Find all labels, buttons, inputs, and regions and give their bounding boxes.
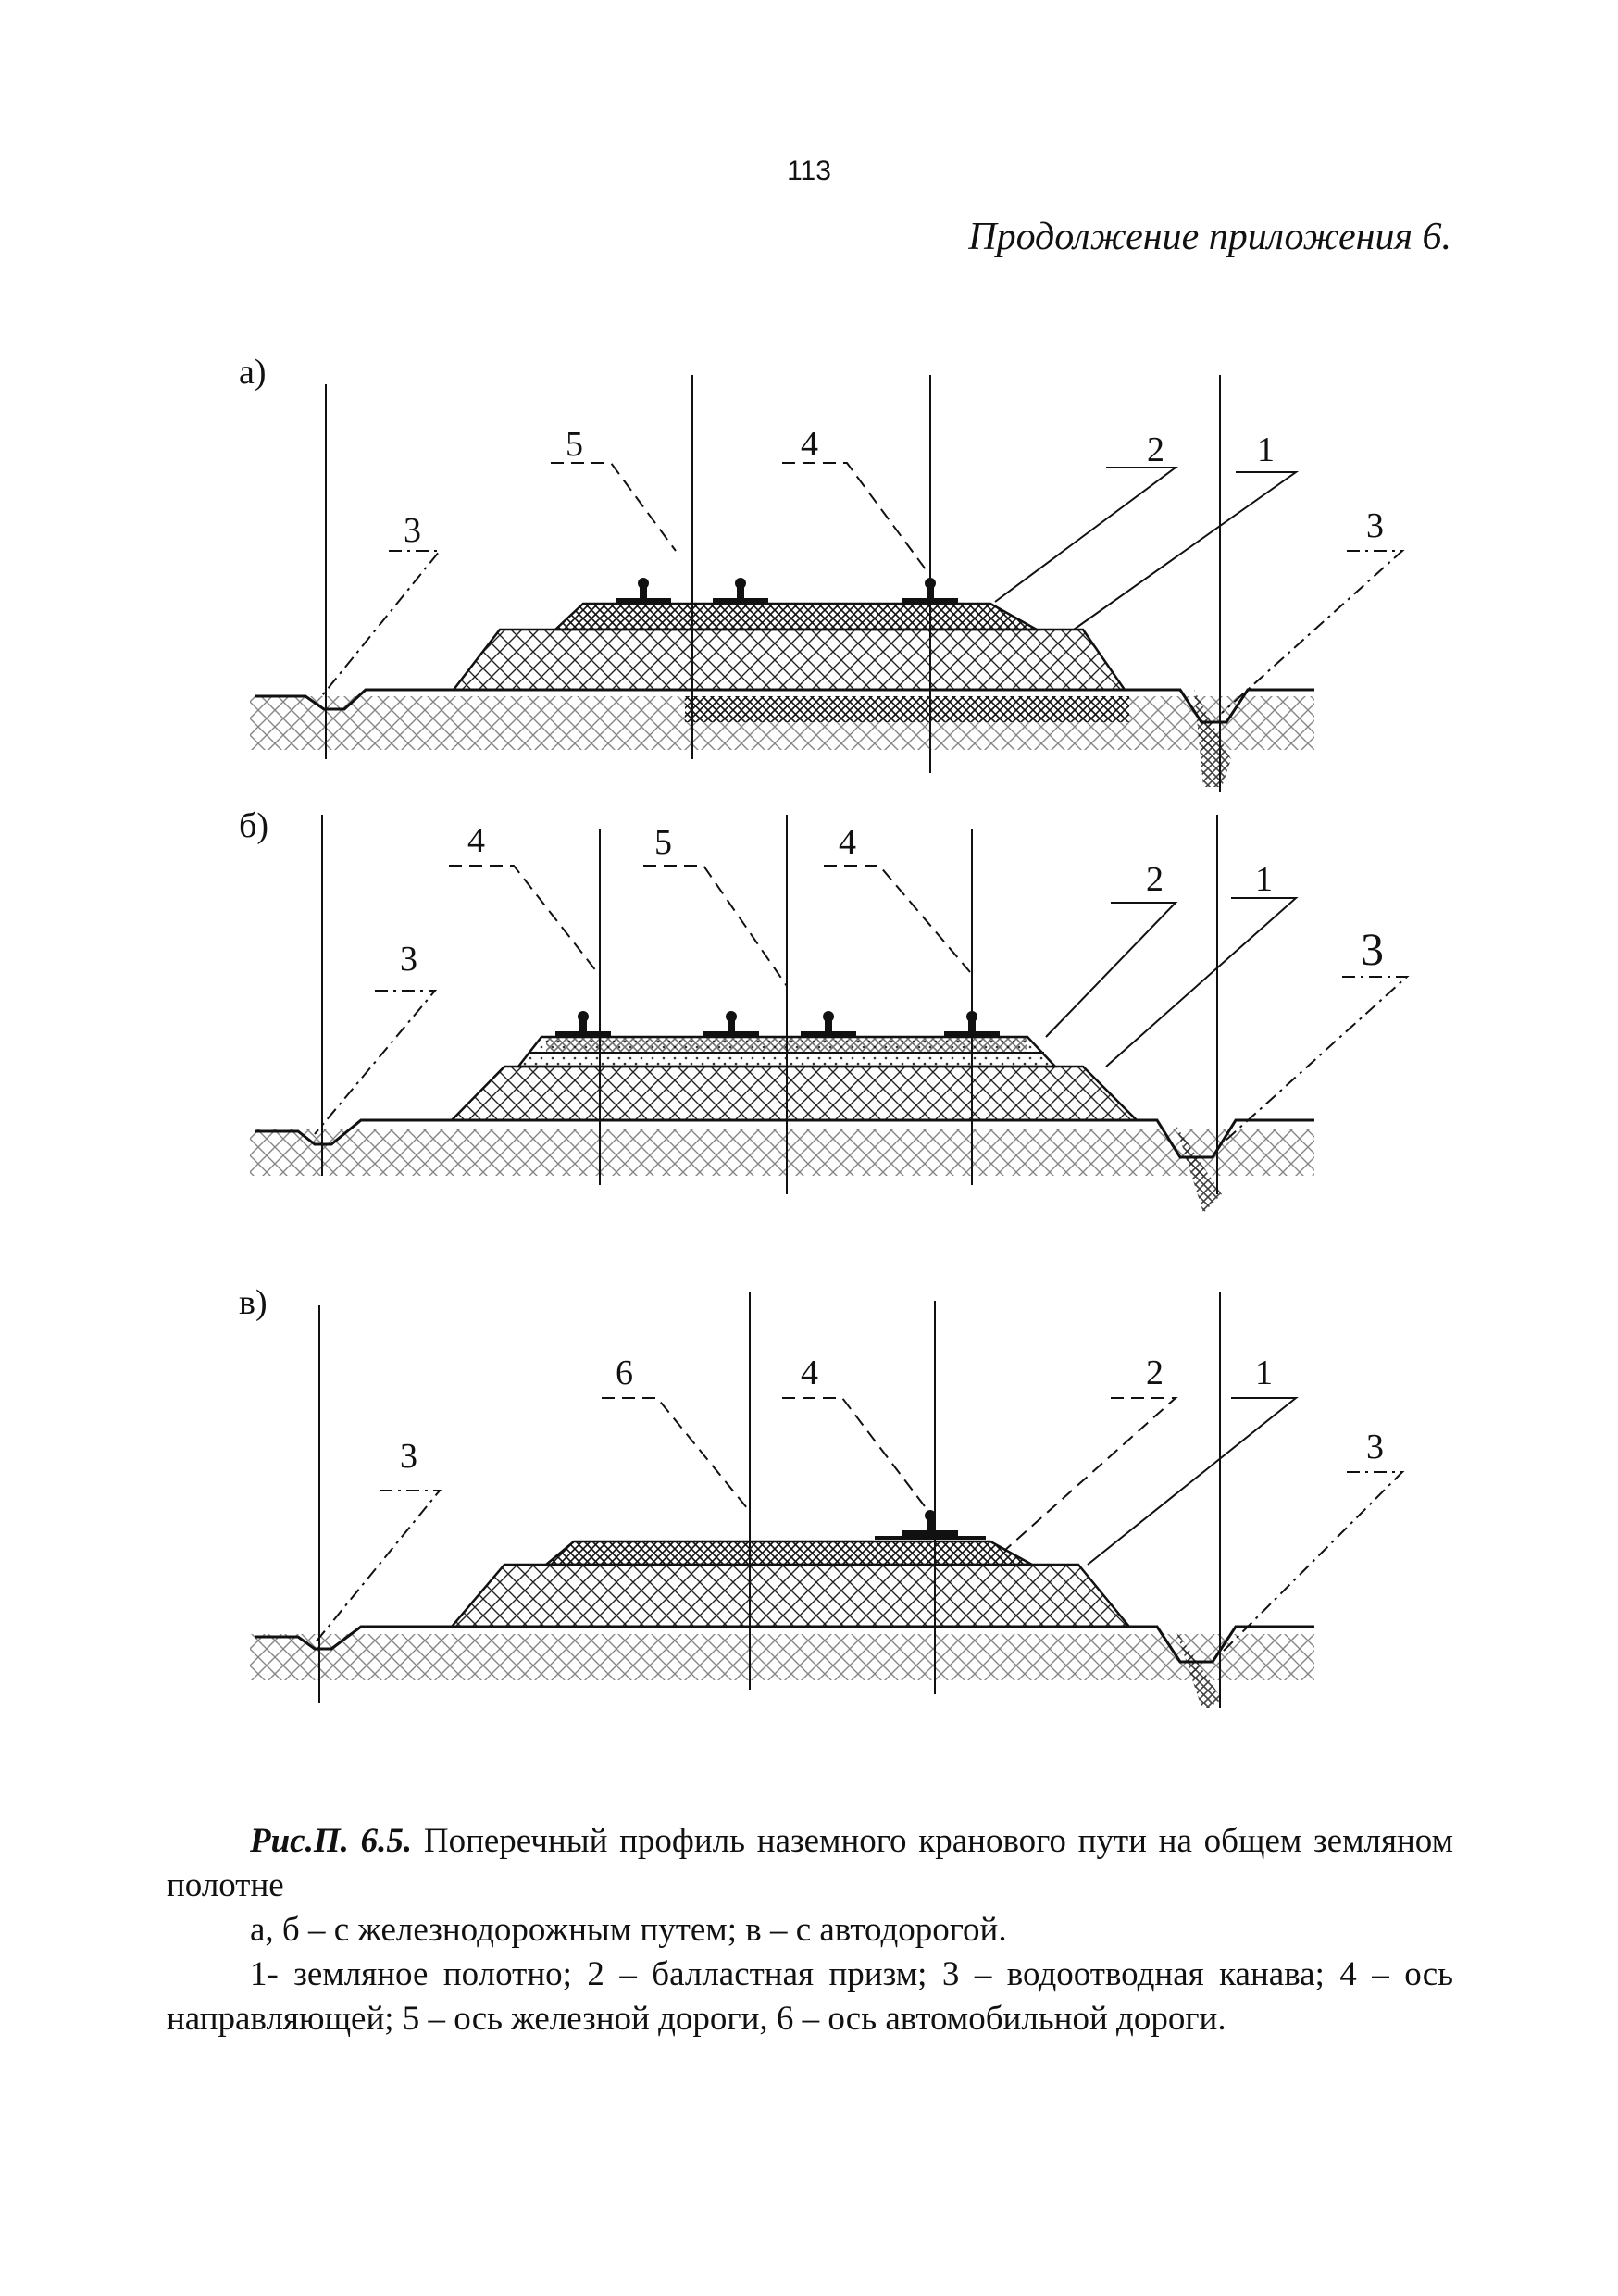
cross-section-diagram: [0, 805, 1618, 1231]
callout-label: 5: [566, 425, 583, 464]
cross-section-diagram: [0, 352, 1618, 796]
panel-label: в): [239, 1283, 268, 1322]
callout-label: 2: [1146, 860, 1164, 899]
callout-label: 6: [616, 1354, 633, 1392]
panel-label: а): [239, 353, 267, 392]
callout-label: 3: [400, 1437, 417, 1476]
callout-label: 5: [654, 823, 672, 862]
cross-section-diagram: [0, 1282, 1618, 1708]
callout-label: 3: [1361, 923, 1384, 975]
callout-label: 4: [801, 1354, 818, 1392]
callout-label: 1: [1255, 1354, 1273, 1392]
callout-label: 3: [1366, 1428, 1384, 1466]
callout-label: 3: [404, 511, 421, 550]
figure-panel-a: [0, 352, 1618, 796]
caption-variants: а, б – с железнодорожным путем; в – с автодорогой.: [250, 1911, 1007, 1949]
callout-label: 3: [400, 940, 417, 979]
caption-title-text: Поперечный профиль наземного кранового пути на общем земляном полотне: [167, 1822, 1453, 1904]
callout-label: 3: [1366, 506, 1384, 545]
callout-label: 2: [1146, 1354, 1164, 1392]
panel-label: б): [239, 806, 268, 845]
callout-label: 4: [467, 821, 485, 860]
callout-label: 4: [839, 823, 856, 862]
page-number: 113: [787, 156, 831, 186]
callout-label: 2: [1147, 430, 1164, 469]
figure-panel-b: [0, 805, 1618, 1231]
figure-panel-v: [0, 1282, 1618, 1708]
callout-label: 1: [1255, 860, 1273, 899]
callout-label: 1: [1257, 430, 1275, 469]
caption-legend: 1- земляное полотно; 2 – балластная призм; 3 – водоотводная канава; 4 – ось направляющей; 5 – ось железной дороги, 6 – ось автомобильной дороги.: [167, 1955, 1453, 2038]
figure-reference: Рис.П. 6.5.: [250, 1822, 413, 1860]
figure-caption: [167, 1819, 1453, 2041]
caption-title: [167, 1819, 1453, 1908]
callout-label: 4: [801, 425, 818, 464]
continuation-note: Продолжение приложения 6.: [968, 216, 1451, 258]
